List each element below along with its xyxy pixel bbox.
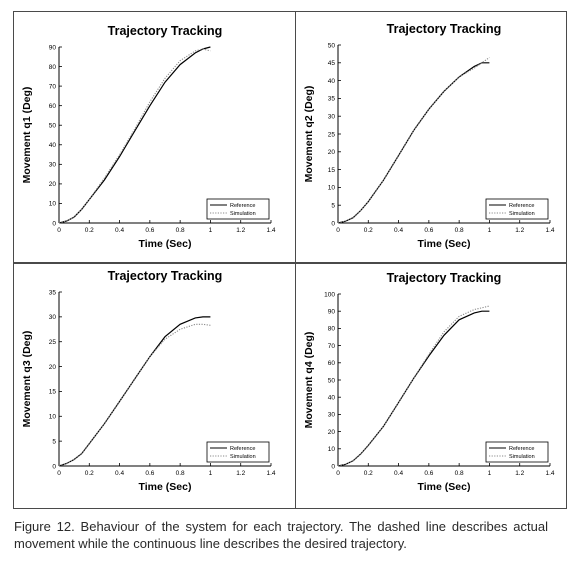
x-axis-label: Time (Sec) (138, 238, 192, 250)
chart-panel-q4 (295, 263, 567, 509)
y-tick-label: 70 (48, 83, 56, 91)
y-tick-label: 30 (48, 161, 56, 169)
legend-label: Reference (509, 446, 535, 452)
x-tick-label: 0.6 (424, 227, 434, 234)
y-tick-label: 0 (52, 220, 56, 228)
y-tick-label: 20 (327, 149, 335, 157)
x-tick-label: 1 (487, 227, 492, 234)
x-tick-label: 1.2 (236, 227, 246, 234)
x-tick-label: 0.6 (145, 227, 155, 234)
y-axis-label: Movement q1 (Deg) (21, 86, 33, 184)
y-tick-label: 40 (327, 394, 335, 402)
legend (207, 442, 269, 462)
x-axis-label: Time (Sec) (417, 238, 471, 250)
y-tick-label: 35 (327, 95, 335, 103)
x-tick-label: 0.2 (84, 470, 94, 477)
x-tick-label: 0.8 (454, 227, 464, 234)
y-axis-label: Movement q2 (Deg) (303, 85, 315, 183)
x-tick-label: 1.4 (266, 227, 276, 234)
y-tick-label: 40 (327, 77, 335, 85)
x-tick-label: 0.6 (145, 470, 155, 477)
x-tick-label: 0.8 (175, 227, 185, 234)
x-tick-label: 0 (57, 227, 61, 234)
y-tick-label: 20 (48, 363, 56, 371)
legend-label: Reference (230, 203, 256, 209)
y-tick-label: 30 (48, 314, 56, 322)
y-tick-label: 35 (48, 289, 56, 297)
y-tick-label: 90 (48, 44, 56, 52)
x-tick-label: 0.6 (424, 470, 434, 477)
y-tick-label: 25 (48, 339, 56, 347)
x-tick-label: 1.4 (266, 470, 276, 477)
y-tick-label: 20 (48, 181, 56, 189)
legend-label: Simulation (230, 211, 256, 217)
x-tick-label: 1 (208, 470, 213, 477)
y-tick-label: 50 (327, 377, 335, 385)
x-tick-label: 1 (208, 227, 213, 234)
x-tick-label: 1.2 (236, 470, 246, 477)
x-tick-label: 1 (487, 470, 492, 477)
y-tick-label: 10 (48, 413, 56, 421)
y-tick-label: 0 (331, 220, 335, 228)
x-tick-label: 0.2 (84, 227, 94, 234)
legend-label: Simulation (230, 454, 256, 460)
x-tick-label: 0.2 (363, 470, 373, 477)
x-tick-label: 1.4 (545, 470, 555, 477)
x-axis-label: Time (Sec) (138, 481, 192, 493)
chart-svg (14, 264, 297, 510)
legend-label: Reference (230, 446, 256, 452)
y-tick-label: 25 (327, 131, 335, 139)
chart-svg (296, 264, 568, 510)
legend-label: Simulation (509, 211, 535, 217)
y-tick-label: 10 (327, 446, 335, 454)
simulation-series-line (338, 306, 489, 466)
y-axis-label: Movement q3 (Deg) (21, 330, 33, 428)
x-tick-label: 0.4 (115, 227, 125, 234)
chart-title: Trajectory Tracking (386, 271, 502, 285)
x-tick-label: 0.2 (363, 227, 373, 234)
legend (486, 442, 548, 462)
simulation-series-line (59, 49, 210, 223)
x-tick-label: 0.8 (454, 470, 464, 477)
y-tick-label: 100 (324, 291, 335, 299)
legend (486, 199, 548, 219)
y-tick-label: 45 (327, 60, 335, 68)
x-tick-label: 0.4 (115, 470, 125, 477)
reference-series-line (59, 47, 210, 223)
y-tick-label: 30 (327, 411, 335, 419)
reference-series-line (59, 317, 210, 466)
x-tick-label: 1.2 (515, 470, 525, 477)
y-tick-label: 70 (327, 342, 335, 350)
x-tick-label: 0.4 (394, 227, 404, 234)
simulation-series-line (59, 324, 210, 466)
legend (207, 199, 269, 219)
y-tick-label: 60 (48, 102, 56, 110)
y-tick-label: 5 (331, 202, 335, 210)
y-tick-label: 10 (48, 200, 56, 208)
y-tick-label: 30 (327, 113, 335, 121)
x-tick-label: 0 (336, 227, 340, 234)
y-tick-label: 0 (331, 463, 335, 471)
y-tick-label: 80 (48, 63, 56, 71)
y-tick-label: 60 (327, 360, 335, 368)
legend-label: Reference (509, 203, 535, 209)
y-tick-label: 80 (327, 325, 335, 333)
simulation-series-line (338, 58, 489, 224)
reference-series-line (338, 63, 489, 223)
chart-svg (14, 12, 297, 264)
y-tick-label: 50 (327, 42, 335, 50)
y-tick-label: 10 (327, 184, 335, 192)
chart-panel-q3 (13, 263, 296, 509)
y-tick-label: 15 (327, 166, 335, 174)
x-tick-label: 0 (57, 470, 61, 477)
y-tick-label: 0 (52, 463, 56, 471)
y-tick-label: 40 (48, 142, 56, 150)
y-tick-label: 15 (48, 388, 56, 396)
legend-label: Simulation (509, 454, 535, 460)
chart-title: Trajectory Tracking (107, 269, 223, 283)
y-tick-label: 90 (327, 308, 335, 316)
x-tick-label: 0.4 (394, 470, 404, 477)
x-tick-label: 1.2 (515, 227, 525, 234)
figure-caption: Figure 12. Behaviour of the system for each trajectory. The dashed line describes actual movement while the continuous line describes the desired trajectory. (14, 519, 548, 551)
x-tick-label: 1.4 (545, 227, 555, 234)
chart-title: Trajectory Tracking (107, 24, 223, 38)
y-tick-label: 20 (327, 428, 335, 436)
chart-panel-q2 (295, 11, 567, 263)
x-tick-label: 0.8 (175, 470, 185, 477)
y-tick-label: 5 (52, 438, 56, 446)
chart-title: Trajectory Tracking (386, 22, 502, 36)
y-axis-label: Movement q4 (Deg) (303, 331, 315, 429)
x-tick-label: 0 (336, 470, 340, 477)
x-axis-label: Time (Sec) (417, 481, 471, 493)
chart-svg (296, 12, 568, 264)
chart-panel-q1 (13, 11, 296, 263)
reference-series-line (338, 311, 489, 466)
y-tick-label: 50 (48, 122, 56, 130)
